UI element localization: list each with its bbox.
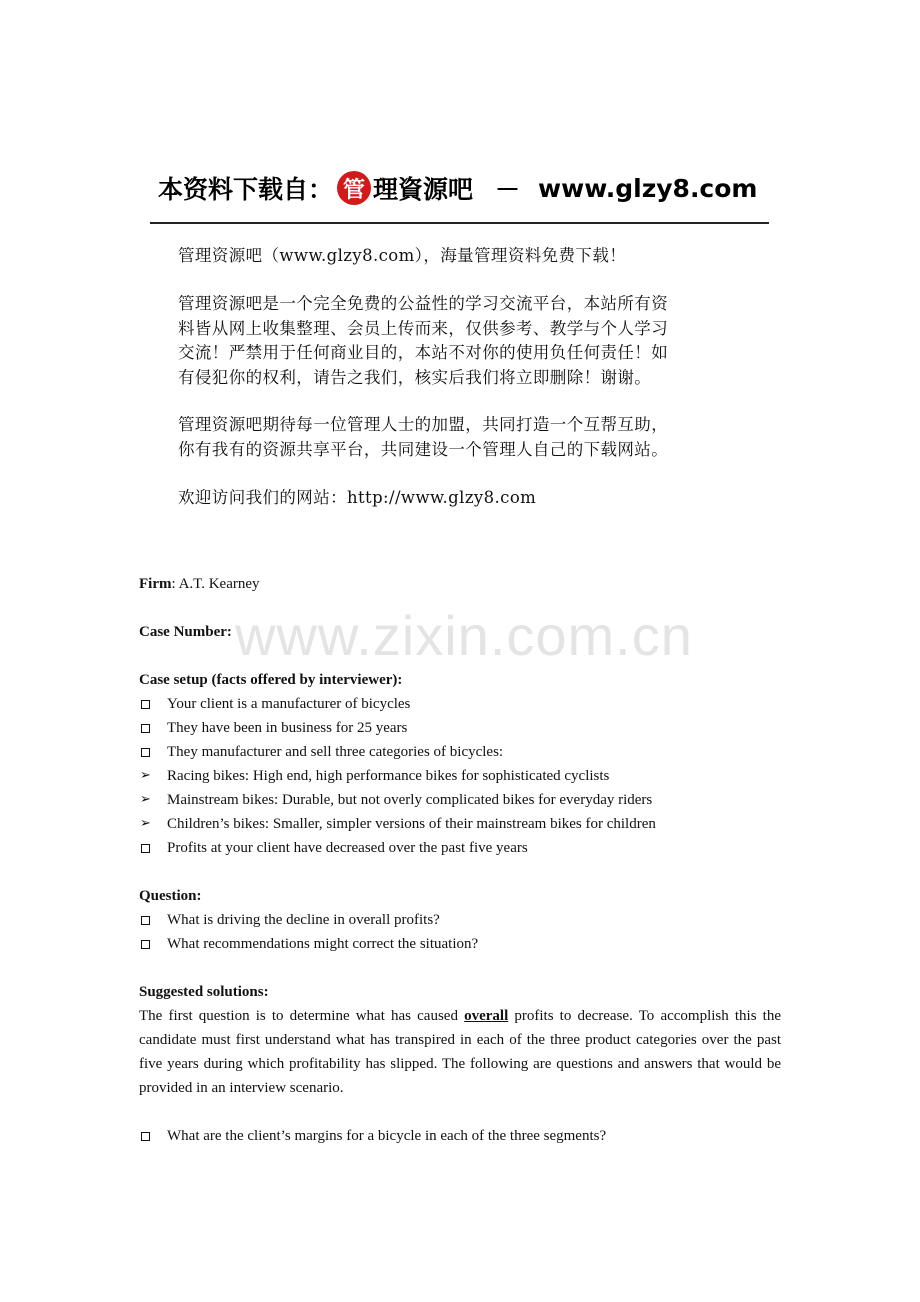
checkbox-square-icon (141, 748, 150, 757)
notice-line: 管理资源吧是一个完全免费的公益性的学习交流平台，本站所有资 (178, 294, 669, 313)
banner-prefix: 本资料下载自： (158, 175, 334, 204)
list-item: They manufacturer and sell three categories of bicycles: (139, 740, 781, 764)
site-logo-icon: 管 (337, 171, 371, 205)
firm-line (139, 572, 781, 596)
checkbox-square-icon (141, 724, 150, 733)
banner-site-url[interactable]: www.glzy8.com (538, 173, 758, 203)
arrow-bullet-icon: ➢ (140, 792, 151, 807)
list-item: ➢ Children’s bikes: Smaller, simpler versions of their mainstream bikes for children (139, 812, 781, 836)
download-banner (0, 0, 920, 540)
list-item: What are the client’s margins for a bicycle in each of the three segments? (139, 1124, 781, 1148)
notice-line: 有侵犯你的权利，请告之我们，核实后我们将立即删除！谢谢。 (178, 367, 652, 387)
list-item: Profits at your client have decreased over the past five years (139, 836, 781, 860)
notice-paragraph-1 (178, 244, 758, 269)
notice-line: 你有我有的资源共享平台，共同建设一个管理人自己的下载网站。 (178, 439, 669, 459)
notice-line: 交流！严禁用于任何商业目的，本站不对你的使用负任何责任！如 (178, 343, 669, 362)
setup-heading: Case setup (facts offered by interviewer): (139, 672, 403, 688)
checkbox-square-icon (141, 1132, 150, 1141)
list-item: What recommendations might correct the situation? (139, 932, 781, 956)
list-item: What is driving the decline in overall profits? (139, 908, 781, 932)
notice-paragraph-4 (178, 486, 758, 511)
watermark: www.zixin.com.cn (235, 604, 693, 667)
arrow-bullet-icon: ➢ (140, 768, 151, 783)
case-document (139, 572, 781, 1148)
list-item: They have been in business for 25 years (139, 716, 781, 740)
checkbox-square-icon (141, 940, 150, 949)
solutions-heading: Suggested solutions: (139, 984, 269, 1000)
banner-site-name: 理資源吧 (373, 175, 474, 204)
checkbox-square-icon (141, 700, 150, 709)
firm-label: Firm (139, 576, 172, 592)
firm-value: : A.T. Kearney (171, 576, 260, 592)
arrow-bullet-icon: ➢ (140, 816, 151, 831)
notice-website-link[interactable]: 欢迎访问我们的网站：http://www.glzy8.com (178, 488, 537, 507)
banner-divider (150, 222, 769, 224)
case-number-label: Case Number: (139, 624, 232, 640)
checkbox-square-icon (141, 844, 150, 853)
notice-paragraph-2 (178, 292, 758, 390)
list-item: ➢ Racing bikes: High end, high performance bikes for sophisticated cyclists (139, 764, 781, 788)
setup-list (139, 692, 781, 860)
checkbox-square-icon (141, 916, 150, 925)
banner-title (158, 168, 757, 208)
notice-paragraph-3 (178, 413, 758, 462)
banner-dash: － (495, 175, 521, 204)
notice-line: 料皆从网上收集整理、会员上传而来，仅供参考、教学与个人学习 (178, 318, 669, 338)
question-heading: Question: (139, 888, 202, 904)
emphasis-overall: overall (464, 1008, 509, 1024)
solution-paragraph: The first question is to determine what has caused overall profits to decrease. To accomplish this the candidate must first understand what has transpired in each of the three product categories over the past five years during which profitability has slipped. The following are questions and answers that would be provided in an interview scenario. (139, 1008, 782, 1096)
notice-line: 管理资源吧（www.glzy8.com），海量管理资料免费下载！ (178, 246, 627, 265)
notice-line: 管理资源吧期待每一位管理人士的加盟，共同打造一个互帮互助， (178, 415, 669, 434)
list-item: ➢ Mainstream bikes: Durable, but not overly complicated bikes for everyday riders (139, 788, 781, 812)
list-item: Your client is a manufacturer of bicycles (139, 692, 781, 716)
